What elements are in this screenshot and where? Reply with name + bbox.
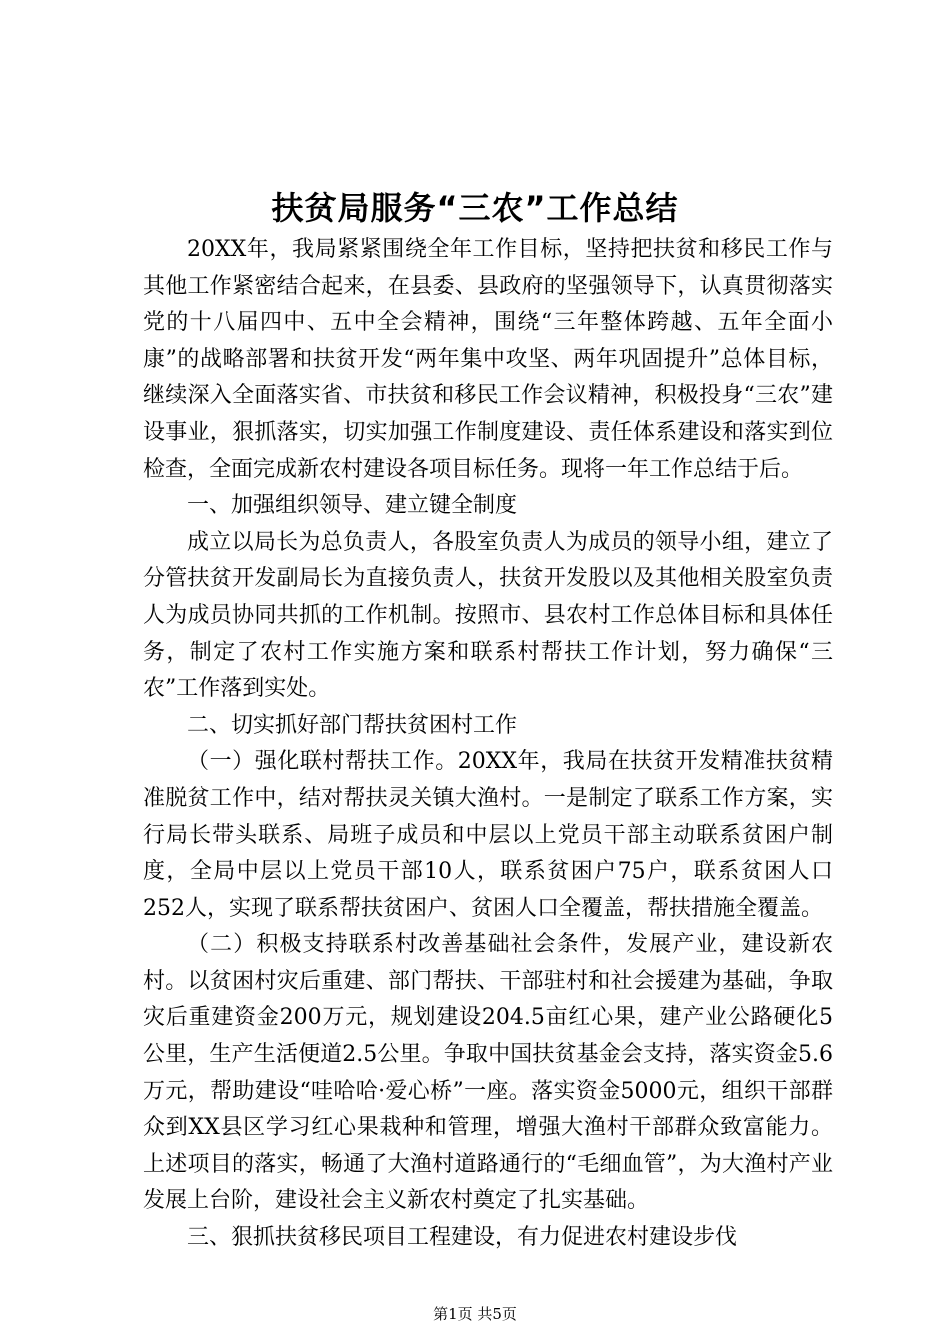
paragraph-subsection-1: （一）强化联村帮扶工作。20XX年，我局在扶贫开发精准扶贫精准脱贫工作中，结对帮扶灵关镇大渔村。一是制定了联系工作方案，实行局长带头联系、局班子成员和中层以上党员干部主动联系贫困户制度，全局中层以上党员干部10人，联系贫困户75户，联系贫困人口252人，实现了联系帮扶贫困户、贫困人口全覆盖，帮扶措施全覆盖。 <box>143 749 833 921</box>
paragraph-intro: 20XX年，我局紧紧围绕全年工作目标，坚持把扶贫和移民工作与其他工作紧密结合起来，在县委、县政府的坚强领导下，认真贯彻落实党的十八届四中、五中全会精神，围绕“三年整体跨越、五年全面小康”的战略部署和扶贫开发“两年集中攻坚、两年巩固提升”总体目标，继续深入全面落实省、市扶贫和移民工作会议精神，积极投身“三农”建设事业，狠抓落实，切实加强工作制度建设、责任体系建设和落实到位检查，全面完成新农村建设各项目标任务。现将一年工作总结于后。 <box>143 237 833 482</box>
page-number-footer: 第1页 共5页 <box>433 1305 517 1323</box>
document-title: 扶贫局服务“三农”工作总结 <box>271 189 679 227</box>
paragraph-section-1: 成立以局长为总负责人，各股室负责人为成员的领导小组，建立了分管扶贫开发副局长为直接负责人，扶贫开发股以及其他相关股室负责人为成员协同共抓的工作机制。按照市、县农村工作总体目标和具体任务，制定了农村工作实施方案和联系村帮扶工作计划，努力确保“三农”工作落到实处。 <box>143 529 833 702</box>
document-body <box>143 232 833 1257</box>
section-heading-1: 一、加强组织领导、建立键全制度 <box>187 493 518 519</box>
section-heading-3: 三、狠抓扶贫移民项目工程建设，有力促进农村建设步伐 <box>187 1225 738 1251</box>
section-heading-2: 二、切实抓好部门帮扶贫困村工作 <box>187 712 518 738</box>
paragraph-subsection-2: （二）积极支持联系村改善基础社会条件，发展产业，建设新农村。以贫困村灾后重建、部门帮扶、干部驻村和社会援建为基础，争取灾后重建资金200万元，规划建设204.5亩红心果，建产业公路硬化5公里，生产生活便道2.5公里。争取中国扶贫基金会支持，落实资金5.6万元，帮助建设“哇哈哈·爱心桥”一座。落实资金5000元，组织干部群众到XX县区学习红心果栽种和管理，增强大渔村干部群众致富能力。上述项目的落实，畅通了大渔村道路通行的“毛细血管”，为大渔村产业发展上台阶，建设社会主义新农村奠定了扎实基础。 <box>143 932 833 1214</box>
